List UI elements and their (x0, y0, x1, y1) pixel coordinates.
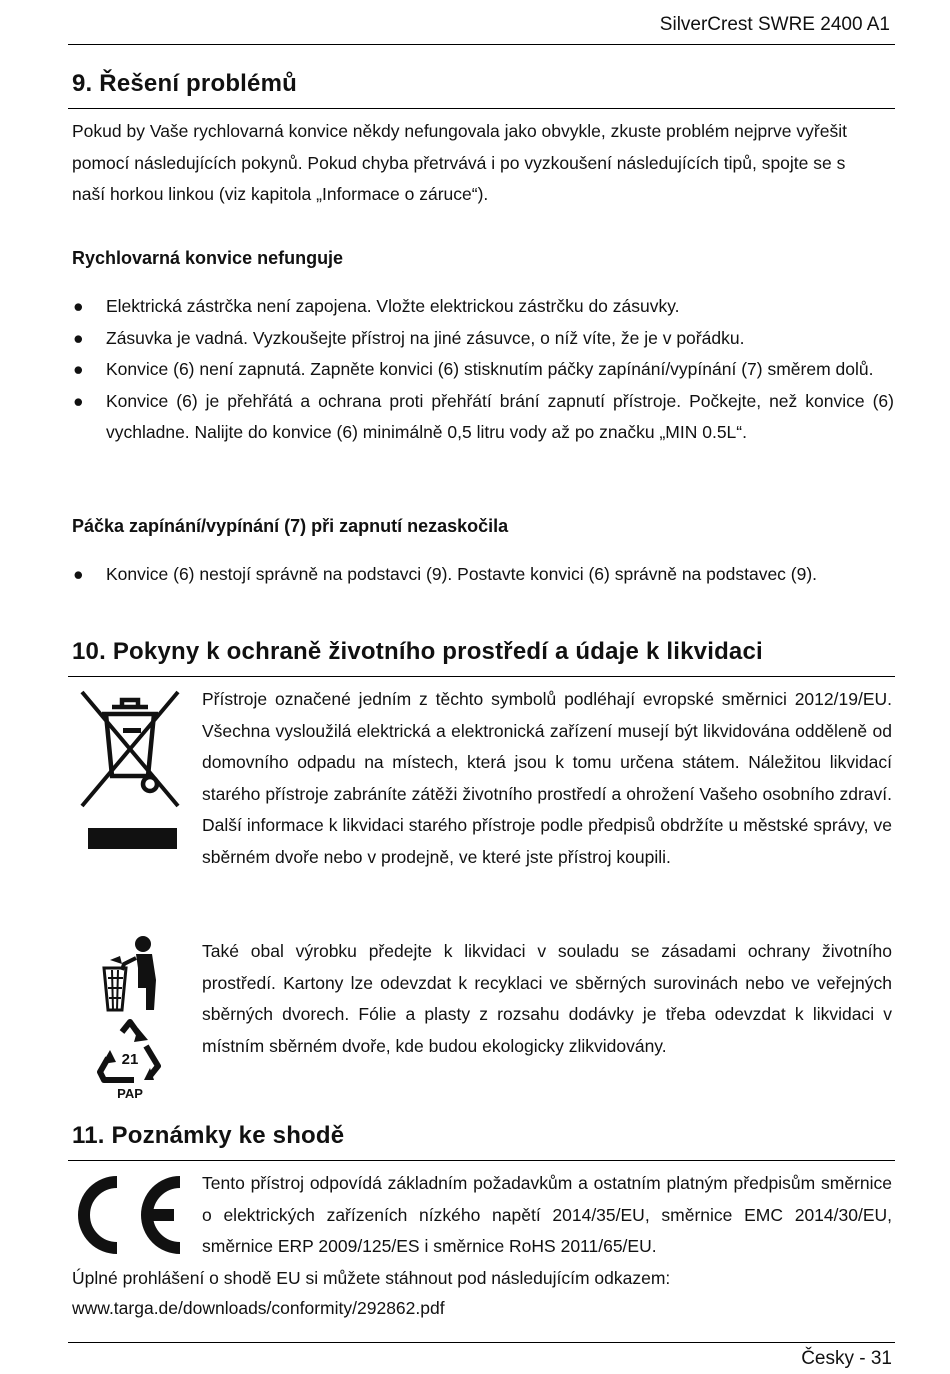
ce-mark-icon (70, 1172, 186, 1258)
recycling-number: 21 (121, 1051, 139, 1068)
section-9-title: 9. Řešení problémů (72, 70, 297, 97)
ce-conformity-text: Tento přístroj odpovídá základním požadavkům a ostatním platným předpisům směrnice o elektrických zařízeních nízkého napětí 2014/35/EU, směrnice EMC 2014/30/EU, směrnice ERP 2009/125/ES i směrnice RoHS 2011/65/EU. (202, 1173, 892, 1256)
section-11-title: 11. Poznámky ke shodě (72, 1122, 345, 1149)
page-number: Česky - 31 (801, 1348, 892, 1369)
running-header: SilverCrest SWRE 2400 A1 (659, 14, 890, 35)
footer-rule (68, 1342, 895, 1343)
list-item: ● Zásuvka je vadná. Vyzkoušejte přístroj na jiné zásuvce, o níž víte, že je v pořádku. (72, 323, 894, 355)
kettle-not-working-list (72, 291, 894, 449)
weee-crossed-bin-icon (78, 688, 182, 854)
section-9-intro: Pokud by Vaše rychlovarná konvice někdy nefungovala jako obvykle, zkuste problém nejprve vyřešit pomocí následujících pokynů. Pokud chyba přetrvává i po vyzkoušení následujících tipů, spojte se s naší horkou linkou (viz kapitola „Informace o záruce“). (72, 121, 847, 204)
packaging-text: Také obal výrobku předejte k likvidaci v souladu se zásadami ochrany životního prostředí. Kartony lze odevzdat k recyklaci ve sběrných surovinách nebo ve veřejných sběrných dvorech. Fólie a plasty z rozsahu dodávky je třeba odevzdat k likvidaci v místním sběrném dvoře, kde budou ekologicky zlikvidovány. (202, 941, 892, 1056)
bullet-icon: ● (73, 296, 84, 316)
download-note: Úplné prohlášení o shodě EU si můžete stáhnout pod následujícím odkazem: (72, 1268, 671, 1288)
tidyman-disposal-icon (96, 934, 162, 1016)
list-item: ● Elektrická zástrčka není zapojena. Vložte elektrickou zástrčku do zásuvky. (72, 291, 894, 323)
section-9-rule (68, 108, 895, 109)
recycling-pap-icon (94, 1018, 166, 1102)
subsection-switch-not-engaged: Páčka zapínání/vypínání (7) při zapnutí nezaskočila (72, 516, 509, 536)
weee-text: Přístroje označené jedním z těchto symbolů podléhají evropské směrnici 2012/19/EU. Všechna vysloužilá elektrická a elektronická zařízení musejí být likvidována odděleně od domovního odpadu na místech, která jsou k tomu určena státem. Náležitou likvidací starého přístroje zabráníte zátěži životního prostředí a ohrožení Vašeho osobního zdraví. Další informace k likvidaci starého přístroje podle předpisů obdržíte u městské správy, ve sběrném dvoře nebo v prodejně, ve které jste přístroj koupili. (202, 689, 892, 867)
bullet-icon: ● (73, 359, 84, 379)
list-item: ● Konvice (6) je přehřátá a ochrana proti přehřátí brání zapnutí přístroje. Počkejte, než konvice (6) vychladne. Nalijte do konvice (6) minimálně 0,5 litru vody až po značku „MIN 0.5L“. (72, 386, 894, 449)
subsection-kettle-not-working: Rychlovarná konvice nefunguje (72, 248, 344, 268)
recycling-code: PAP (117, 1086, 143, 1101)
switch-not-engaged-list (72, 559, 894, 591)
list-item: ● Konvice (6) není zapnutá. Zapněte konvici (6) stisknutím páčky zapínání/vypínání (7) směrem dolů. (72, 354, 894, 386)
bullet-icon: ● (73, 327, 84, 348)
conformity-url[interactable]: www.targa.de/downloads/conformity/292862.pdf (72, 1298, 445, 1318)
bullet-icon: ● (73, 390, 84, 411)
header-rule (68, 44, 895, 45)
bullet-icon: ● (73, 564, 84, 584)
section-10-rule (68, 676, 895, 677)
list-item: ● Konvice (6) nestojí správně na podstavci (9). Postavte konvici (6) správně na podstavec (9). (72, 559, 894, 591)
section-11-rule (68, 1160, 895, 1161)
section-10-title: 10. Pokyny k ochraně životního prostředí a údaje k likvidaci (72, 638, 763, 665)
